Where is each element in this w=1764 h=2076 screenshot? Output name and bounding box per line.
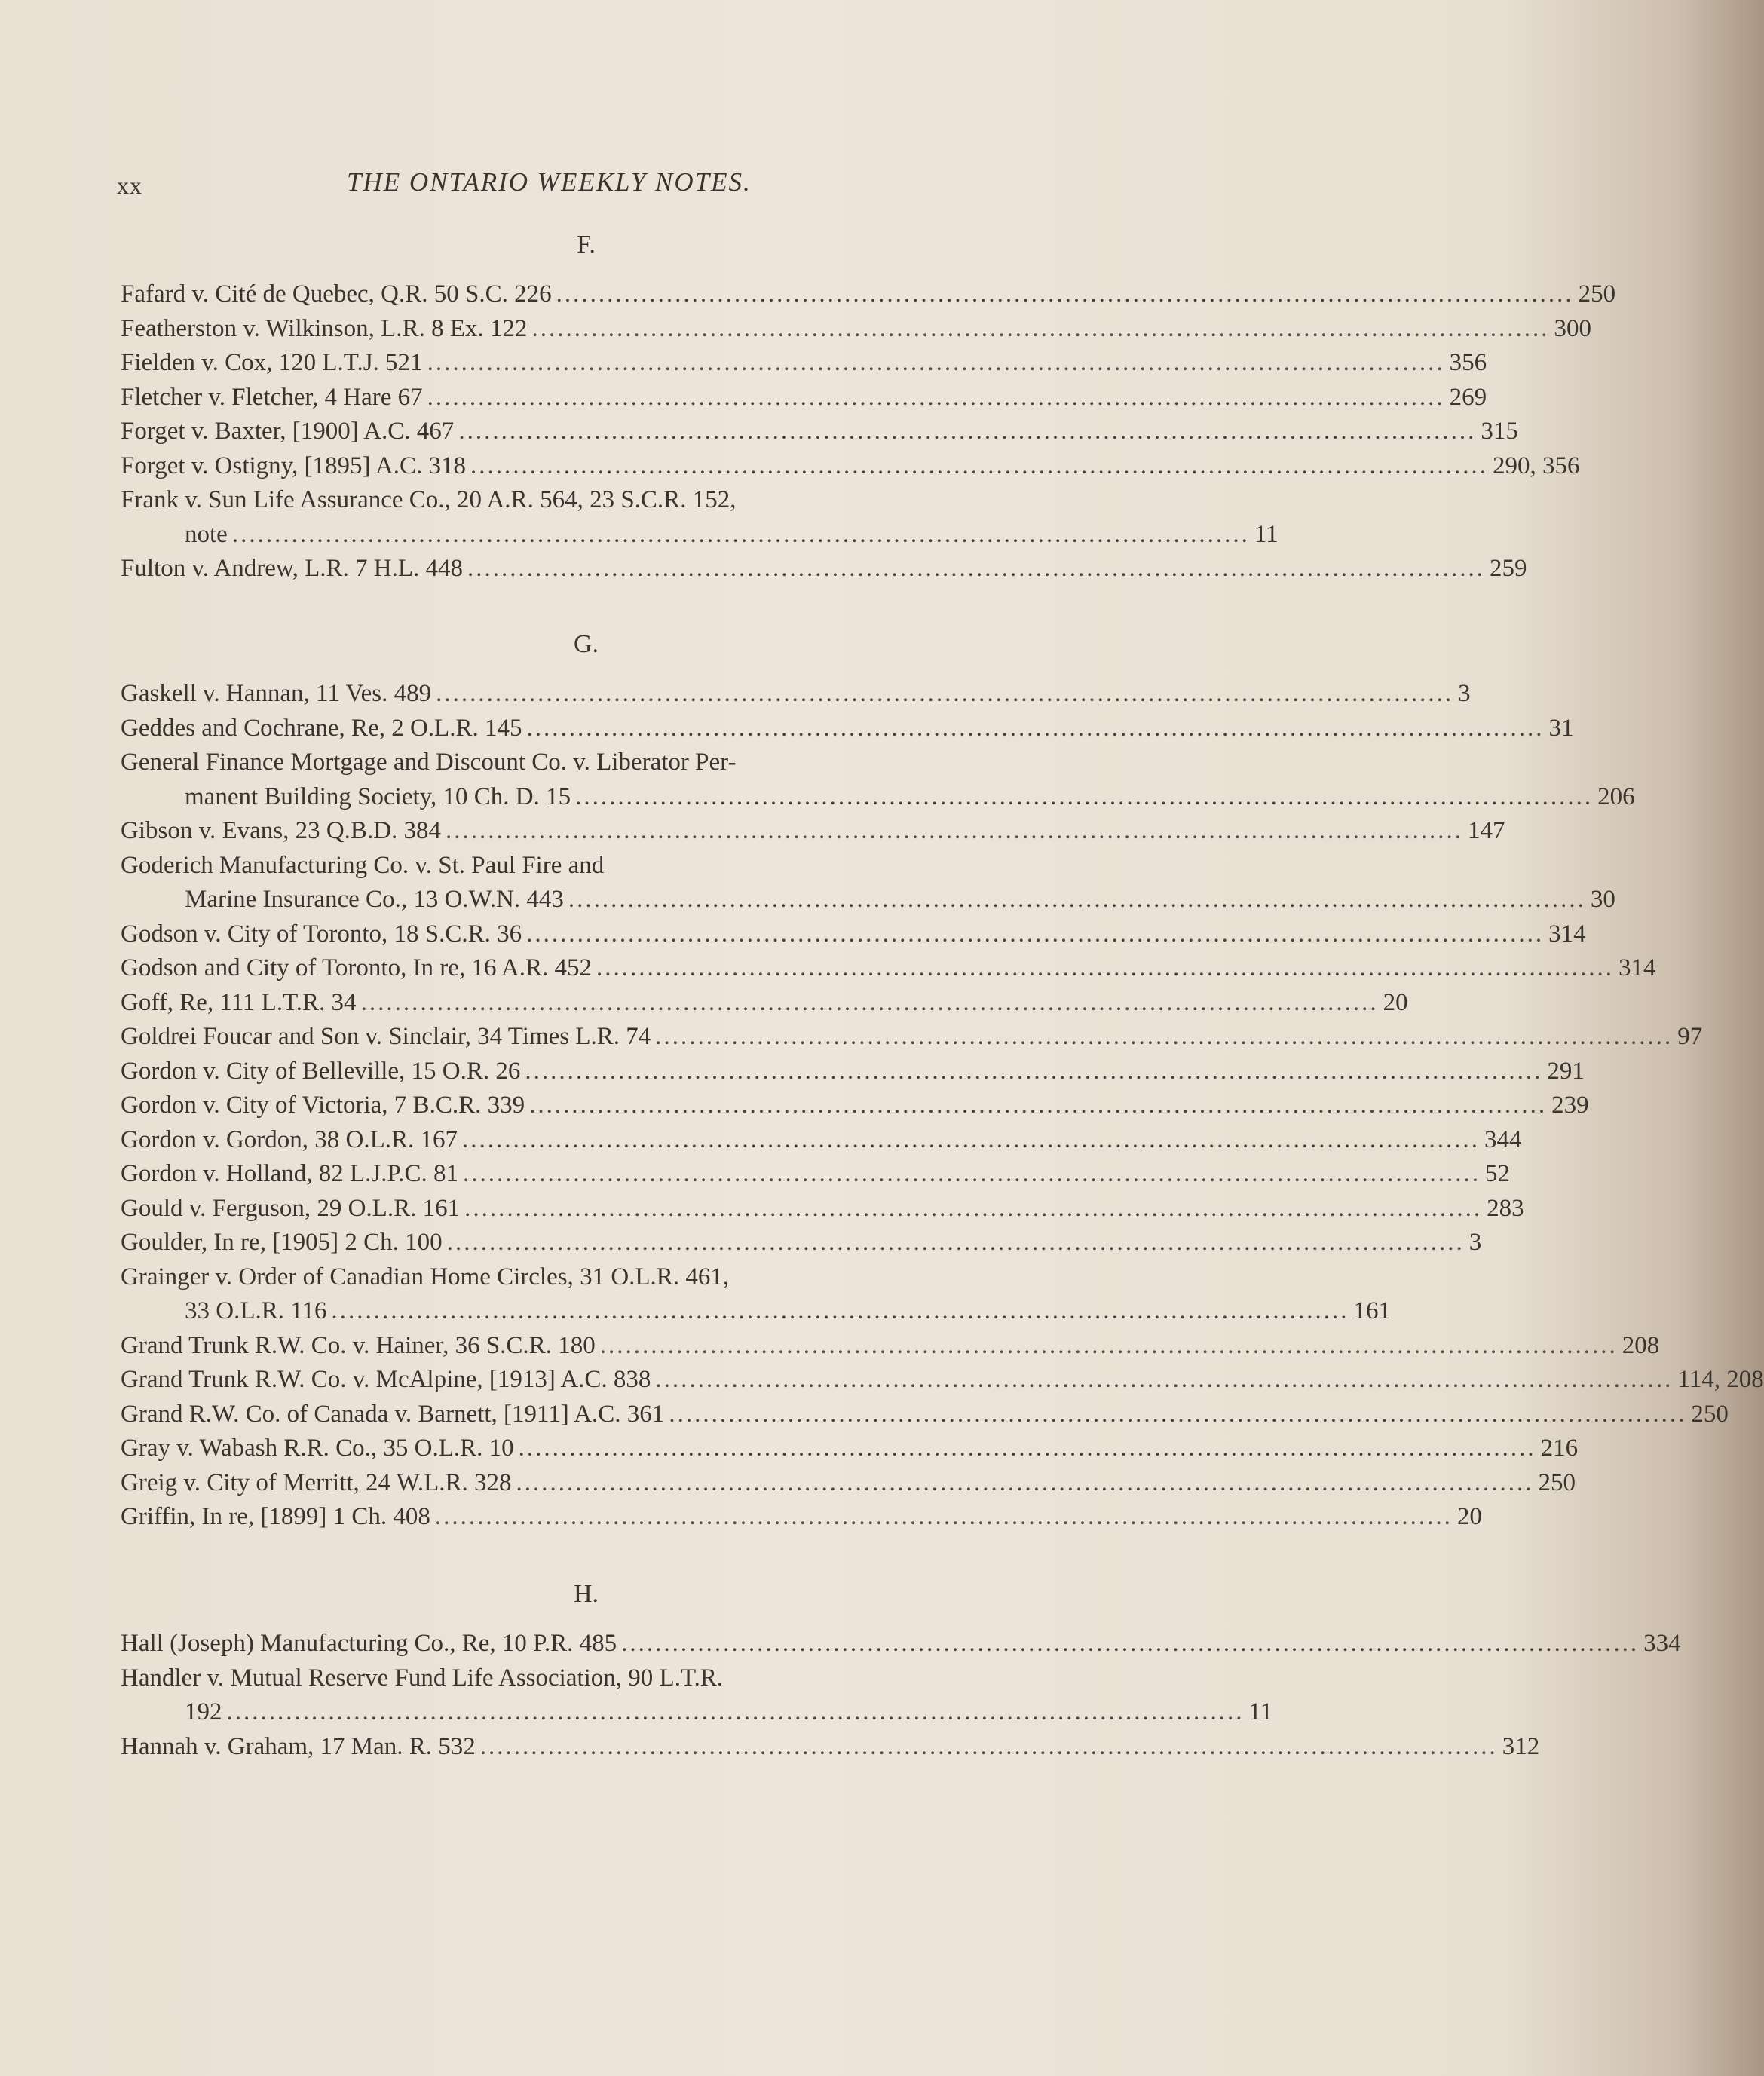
entry-text: Handler v. Mutual Reserve Fund Life Association, 90 L.T.R. <box>121 1664 724 1692</box>
index-entry <box>121 1089 1589 1123</box>
page-reference: 356 <box>1449 349 1487 376</box>
entry-text: Gould v. Ferguson, 29 O.L.R. 161 <box>121 1194 461 1222</box>
index-entry <box>121 712 1574 746</box>
index-entry <box>121 1123 1522 1158</box>
page-reference: 291 <box>1547 1057 1585 1085</box>
page-reference: 206 <box>1597 782 1635 810</box>
entry-text: Goulder, In re, [1905] 2 Ch. 100 <box>121 1229 443 1256</box>
index-entry <box>121 346 1487 381</box>
dot-leader: ........................................................................................................................ <box>526 714 1545 742</box>
entry-text: Hannah v. Graham, 17 Man. R. 532 <box>121 1732 476 1760</box>
index-entry <box>121 677 1471 712</box>
index-entry <box>121 1226 1482 1260</box>
section-heading: F. <box>577 231 596 259</box>
entry-text: Gordon v. Gordon, 38 O.L.R. 167 <box>121 1125 458 1153</box>
dot-leader: ........................................................................................................................ <box>621 1630 1640 1657</box>
entry-text: Grand R.W. Co. of Canada v. Barnett, [1911] A.C. 361 <box>121 1400 665 1428</box>
dot-leader: ........................................................................................................................ <box>436 680 1454 707</box>
page-reference: 300 <box>1554 314 1591 342</box>
dot-leader: ........................................................................................................................ <box>231 520 1250 548</box>
entry-text: Fafard v. Cité de Quebec, Q.R. 50 S.C. 226 <box>121 280 552 308</box>
entry-text: 33 O.L.R. 116 <box>185 1297 327 1324</box>
page-reference: 208 <box>1622 1331 1660 1359</box>
entry-text: Hall (Joseph) Manufacturing Co., Re, 10 P.R. 485 <box>121 1630 617 1657</box>
index-entry <box>121 1661 1273 1730</box>
index-entry <box>121 849 1615 917</box>
dot-leader: ........................................................................................................................ <box>446 1229 1465 1256</box>
dot-leader: ........................................................................................................................ <box>655 1023 1674 1050</box>
page-reference: 216 <box>1540 1435 1579 1462</box>
page-reference: 3 <box>1468 1229 1482 1256</box>
dot-leader: ........................................................................................................................ <box>599 1331 1618 1359</box>
dot-leader: ........................................................................................................................ <box>518 1435 1536 1462</box>
index-entry <box>121 746 1635 814</box>
index-entry <box>121 1398 1729 1432</box>
index-entry <box>121 1466 1576 1501</box>
index-entry <box>121 552 1527 586</box>
entry-text: Grand Trunk R.W. Co. v. Hainer, 36 S.C.R. 180 <box>121 1331 596 1359</box>
section-heading: G. <box>573 630 599 658</box>
dot-leader: ........................................................................................................................ <box>360 988 1379 1016</box>
index-entry <box>121 986 1408 1021</box>
index-section-g <box>121 626 1764 1535</box>
index-entry <box>121 277 1616 312</box>
index-entry <box>121 1192 1524 1226</box>
index-entry <box>121 483 1279 552</box>
page-reference: 290, 356 <box>1493 452 1580 479</box>
index-entry <box>121 1730 1540 1765</box>
dot-leader: ........................................................................................................................ <box>669 1400 1687 1428</box>
dot-leader: ........................................................................................................................ <box>568 886 1586 913</box>
dot-leader: ........................................................................................................................ <box>525 1057 1543 1085</box>
dot-leader: ........................................................................................................................ <box>434 1503 1453 1530</box>
index-entry <box>121 1329 1660 1364</box>
dot-leader: ........................................................................................................................ <box>479 1732 1498 1760</box>
entry-text: Gordon v. City of Belleville, 15 O.R. 26 <box>121 1057 521 1085</box>
dot-leader: ........................................................................................................................ <box>556 280 1574 308</box>
index-entry <box>121 951 1656 986</box>
page-reference: 314 <box>1618 954 1656 981</box>
index-entry <box>121 1055 1585 1089</box>
entry-text: Gordon v. Holland, 82 L.J.P.C. 81 <box>121 1160 458 1187</box>
entry-text: Gaskell v. Hannan, 11 Ves. 489 <box>121 680 432 707</box>
entry-text: Goderich Manufacturing Co. v. St. Paul Fire and <box>121 851 605 879</box>
page-reference: 52 <box>1484 1160 1510 1187</box>
page-reference: 30 <box>1590 886 1615 913</box>
entry-text: Grainger v. Order of Canadian Home Circles, 31 O.L.R. 461, <box>121 1263 730 1291</box>
page-reference: 20 <box>1456 1503 1482 1530</box>
page-reference: 334 <box>1643 1630 1681 1657</box>
dot-leader: ........................................................................................................................ <box>470 452 1489 479</box>
dot-leader: ........................................................................................................................ <box>655 1366 1674 1393</box>
page-reference: 3 <box>1458 680 1471 707</box>
page-reference: 259 <box>1490 555 1527 582</box>
entry-text: note <box>185 520 228 548</box>
entry-text: Goff, Re, 111 L.T.R. 34 <box>121 988 357 1016</box>
entry-text: Marine Insurance Co., 13 O.W.N. 443 <box>185 886 564 913</box>
entry-text: Godson and City of Toronto, In re, 16 A.R. 452 <box>121 954 592 981</box>
index-entry <box>121 1260 1392 1329</box>
index-entry <box>121 312 1591 347</box>
entry-text: Featherston v. Wilkinson, L.R. 8 Ex. 122 <box>121 314 528 342</box>
page-reference: 147 <box>1468 817 1505 844</box>
page-reference: 269 <box>1449 383 1487 411</box>
entry-text: Griffin, In re, [1899] 1 Ch. 408 <box>121 1503 430 1530</box>
index-entry <box>121 814 1505 849</box>
dot-leader: ........................................................................................................................ <box>529 1092 1548 1119</box>
dot-leader: ........................................................................................................................ <box>462 1125 1480 1153</box>
index-entry <box>121 917 1586 952</box>
page-reference: 315 <box>1481 418 1518 445</box>
running-title: THE ONTARIO WEEKLY NOTES. <box>347 167 752 197</box>
dot-leader: ........................................................................................................................ <box>596 954 1614 981</box>
page-reference: 344 <box>1484 1125 1522 1153</box>
page-number: xx <box>117 172 142 199</box>
page-reference: 97 <box>1677 1023 1703 1050</box>
entry-text: General Finance Mortgage and Discount Co. v. Liberator Per- <box>121 749 737 776</box>
entry-text: manent Building Society, 10 Ch. D. 15 <box>185 782 571 810</box>
page-reference: 20 <box>1383 988 1408 1016</box>
index-entry <box>121 449 1580 484</box>
index-entry <box>121 1020 1703 1055</box>
entry-text: 192 <box>185 1698 222 1725</box>
index-entry <box>121 1500 1482 1535</box>
index-entry <box>121 1157 1510 1192</box>
page-reference: 239 <box>1551 1092 1589 1119</box>
index-entry <box>121 1363 1764 1398</box>
dot-leader: ........................................................................................................................ <box>331 1297 1349 1324</box>
entry-text: Forget v. Baxter, [1900] A.C. 467 <box>121 418 455 445</box>
entry-text: Forget v. Ostigny, [1895] A.C. 318 <box>121 452 467 479</box>
entry-text: Grand Trunk R.W. Co. v. McAlpine, [1913] A.C. 838 <box>121 1366 651 1393</box>
page-reference: 283 <box>1487 1194 1524 1222</box>
page-reference: 11 <box>1254 520 1279 548</box>
page-reference: 314 <box>1548 920 1586 948</box>
entry-text: Gordon v. City of Victoria, 7 B.C.R. 339 <box>121 1092 525 1119</box>
page-reference: 250 <box>1691 1400 1729 1428</box>
index-entry <box>121 1431 1579 1466</box>
dot-leader: ........................................................................................................................ <box>226 1698 1245 1725</box>
index-entry <box>121 1627 1681 1661</box>
page-reference: 250 <box>1578 280 1616 308</box>
dot-leader: ........................................................................................................................ <box>575 782 1594 810</box>
dot-leader: ........................................................................................................................ <box>464 1194 1483 1222</box>
dot-leader: ........................................................................................................................ <box>467 555 1486 582</box>
dot-leader: ........................................................................................................................ <box>458 418 1477 445</box>
dot-leader: ........................................................................................................................ <box>526 920 1545 948</box>
index-section-h <box>121 1575 1681 1764</box>
entry-text: Goldrei Foucar and Son v. Sinclair, 34 Times L.R. 74 <box>121 1023 651 1050</box>
dot-leader: ........................................................................................................................ <box>427 383 1445 411</box>
page-reference: 312 <box>1502 1732 1540 1760</box>
index-entry <box>121 381 1487 415</box>
entry-text: Frank v. Sun Life Assurance Co., 20 A.R. 564, 23 S.C.R. 152, <box>121 486 737 513</box>
entry-text: Fielden v. Cox, 120 L.T.J. 521 <box>121 349 423 376</box>
entry-text: Gray v. Wabash R.R. Co., 35 O.L.R. 10 <box>121 1435 514 1462</box>
entry-text: Godson v. City of Toronto, 18 S.C.R. 36 <box>121 920 522 948</box>
entry-text: Fletcher v. Fletcher, 4 Hare 67 <box>121 383 423 411</box>
page-reference: 250 <box>1538 1468 1576 1496</box>
page-reference: 161 <box>1353 1297 1392 1324</box>
page-reference: 11 <box>1248 1698 1273 1725</box>
entry-text: Fulton v. Andrew, L.R. 7 H.L. 448 <box>121 555 464 582</box>
entry-text: Gibson v. Evans, 23 Q.B.D. 384 <box>121 817 442 844</box>
entry-text: Greig v. City of Merritt, 24 W.L.R. 328 <box>121 1468 512 1496</box>
dot-leader: ........................................................................................................................ <box>516 1468 1534 1496</box>
dot-leader: ........................................................................................................................ <box>462 1160 1481 1187</box>
dot-leader: ........................................................................................................................ <box>531 314 1550 342</box>
dot-leader: ........................................................................................................................ <box>427 349 1445 376</box>
dot-leader: ........................................................................................................................ <box>446 817 1464 844</box>
index-section-f <box>121 226 1616 586</box>
page-reference: 31 <box>1548 714 1574 742</box>
page-reference: 114, 208 <box>1677 1366 1764 1393</box>
section-heading: H. <box>573 1580 599 1608</box>
index-entry <box>121 415 1518 449</box>
entry-text: Geddes and Cochrane, Re, 2 O.L.R. 145 <box>121 714 522 742</box>
